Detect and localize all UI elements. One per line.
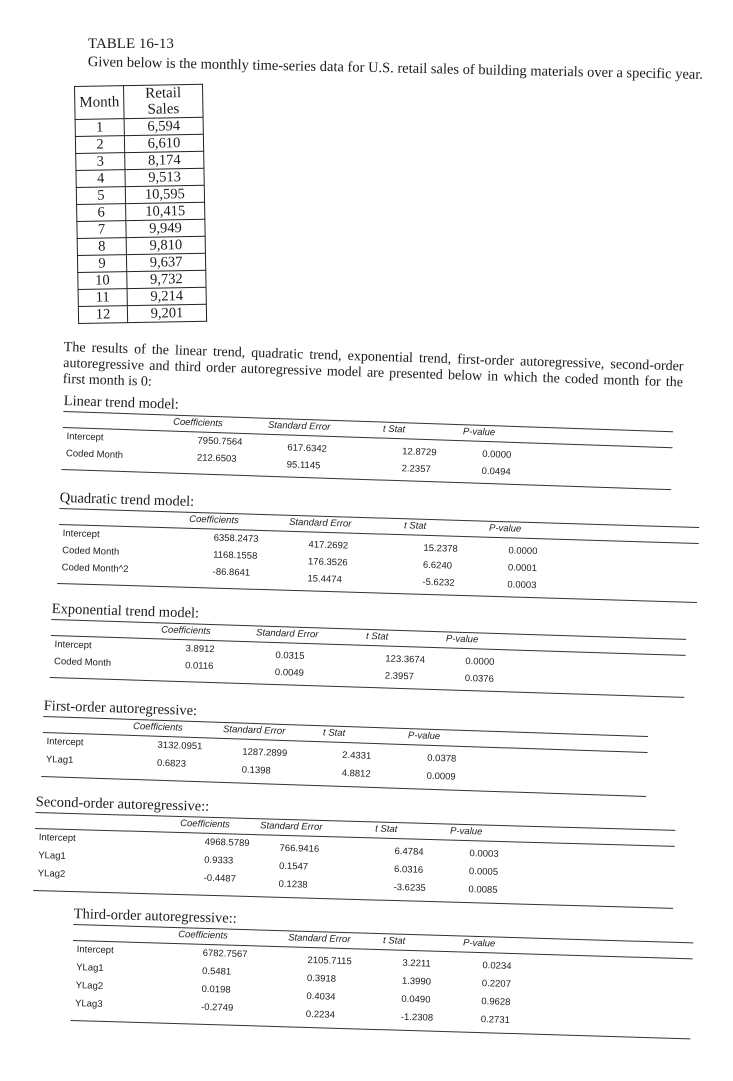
standard-error-value: 2105.7115 — [307, 954, 352, 968]
table-rule — [61, 469, 671, 490]
t-stat-value: -1.2308 — [400, 1011, 434, 1024]
coefficients-value: 0.0198 — [201, 983, 231, 996]
p-value-value: 0.0000 — [482, 448, 512, 461]
standard-error-value: 95.1145 — [286, 459, 321, 472]
month-cell: 2 — [75, 136, 124, 154]
sales-cell: 9,201 — [127, 304, 206, 322]
standard-error-value: 417.2692 — [308, 539, 349, 552]
column-header-coefficients: Coefficients — [180, 818, 231, 831]
column-header-p-value: P-value — [449, 825, 483, 838]
t-stat-value: 6.6240 — [422, 559, 453, 572]
model-title: Second-order autoregressive:: — [35, 794, 210, 815]
p-value-value: 0.0009 — [426, 770, 456, 783]
coefficients-value: 1168.1558 — [212, 549, 258, 562]
t-stat-value: 2.3957 — [384, 670, 415, 683]
coefficients-value: -0.4487 — [203, 872, 237, 885]
row-label: YLag1 — [38, 850, 66, 862]
p-value-value: 0.0494 — [481, 465, 511, 478]
coefficients-value: 3132.0951 — [157, 739, 203, 753]
table-rule — [33, 890, 673, 909]
model-title: Third-order autoregressive:: — [73, 906, 237, 927]
sales-cell: 9,732 — [127, 270, 206, 288]
column-header-standard-error: Standard Error — [260, 820, 323, 834]
coefficients-value: 212.6503 — [196, 452, 237, 465]
coefficients-value: 0.9333 — [204, 854, 234, 867]
t-stat-value: 15.2378 — [423, 542, 458, 555]
row-label: YLag1 — [76, 962, 104, 974]
standard-error-value: 0.1398 — [241, 764, 271, 777]
column-header-standard-error: Standard Error — [288, 516, 352, 530]
sales-cell: 9,513 — [125, 168, 204, 186]
sales-cell: 10,415 — [126, 202, 205, 220]
month-cell: 7 — [77, 221, 126, 239]
column-header-standard-error: Standard Error — [267, 419, 331, 433]
p-value-value: 0.0378 — [427, 752, 457, 765]
t-stat-value: 2.4331 — [342, 749, 372, 762]
table-rule — [63, 411, 673, 432]
t-stat-value: 0.0490 — [401, 993, 431, 1006]
month-cell: 4 — [76, 170, 125, 188]
t-stat-value: -5.6232 — [422, 576, 455, 589]
column-header-t-stat: t Stat — [403, 520, 427, 532]
row-label: YLag3 — [74, 998, 103, 1010]
model-title: Linear trend model: — [63, 393, 180, 413]
coefficients-value: 6358.2473 — [213, 532, 259, 545]
standard-error-value: 0.4034 — [306, 990, 336, 1003]
t-stat-value: 12.8729 — [402, 446, 437, 459]
p-value-value: 0.2207 — [481, 978, 512, 990]
retail-sales-table — [74, 84, 207, 324]
standard-error-value: 0.1238 — [278, 878, 308, 891]
month-cell: 3 — [76, 153, 125, 171]
p-value-value: 0.0003 — [469, 848, 499, 860]
model-title: Exponential trend model: — [51, 601, 200, 622]
column-header-coefficients: Coefficients — [178, 929, 228, 942]
standard-error-value: 0.2234 — [305, 1008, 336, 1021]
model-title: First-order autoregressive: — [43, 698, 198, 720]
coefficients-value: -0.2749 — [200, 1001, 234, 1014]
p-value-value: 0.2731 — [480, 1014, 511, 1026]
sales-cell: 9,637 — [126, 253, 205, 271]
p-value-value: 0.0000 — [508, 545, 538, 558]
column-header-coefficients: Coefficients — [189, 513, 239, 527]
table-header-row — [75, 84, 204, 119]
exponential-trend-block — [51, 601, 707, 685]
column-header-p-value: P-value — [462, 937, 496, 950]
p-value-value: 0.9628 — [481, 996, 511, 1008]
p-value-value: 0.0376 — [464, 673, 494, 685]
sales-cell: 6,610 — [124, 134, 203, 152]
row-label: Coded Month — [65, 448, 124, 461]
column-header-standard-error: Standard Error — [255, 627, 319, 641]
column-header-p-value: P-value — [407, 730, 441, 743]
standard-error-value: 766.9416 — [279, 842, 320, 855]
standard-error-value: 176.3526 — [307, 556, 348, 569]
t-stat-value: 6.0316 — [393, 864, 424, 876]
month-cell: 5 — [76, 187, 125, 205]
month-cell: 6 — [77, 204, 126, 222]
table-rule — [59, 508, 699, 528]
p-value-value: 0.0003 — [507, 579, 537, 592]
standard-error-value: 0.0315 — [275, 650, 305, 662]
month-cell: 12 — [78, 306, 127, 324]
row-label: Coded Month — [53, 656, 112, 669]
row-label: Intercept — [62, 528, 100, 541]
standard-error-value: 617.6342 — [287, 442, 328, 455]
p-value-value: 0.0000 — [465, 656, 495, 668]
first-order-ar-block — [43, 698, 669, 783]
coefficients-value: 0.6823 — [156, 757, 187, 770]
table-rule — [57, 583, 697, 603]
month-cell: 8 — [77, 238, 126, 256]
month-cell: 1 — [75, 119, 124, 137]
p-value-value: 0.0085 — [468, 884, 498, 896]
table-rule — [41, 776, 646, 797]
standard-error-value: 0.1547 — [278, 860, 309, 873]
coefficients-value: 0.0116 — [184, 660, 214, 673]
third-order-ar-block — [73, 906, 714, 1026]
t-stat-value: 6.4784 — [394, 846, 424, 858]
table-title: TABLE 16-13 — [88, 36, 174, 52]
sales-cell: 6,594 — [124, 117, 203, 135]
intro-text: Given below is the monthly time-series data for U.S. retail sales of building materials over a specific year. — [87, 54, 704, 83]
p-value-value: 0.0001 — [507, 562, 538, 575]
standard-error-value: 0.0049 — [274, 667, 305, 679]
column-header-month: Month — [75, 86, 125, 120]
month-cell: 11 — [78, 289, 127, 307]
row-label: Intercept — [66, 431, 104, 444]
column-header-p-value: P-value — [445, 633, 479, 646]
column-header-t-stat: t Stat — [365, 630, 389, 643]
table-row — [78, 304, 206, 323]
row-label: Intercept — [54, 639, 92, 652]
month-cell: 10 — [78, 272, 127, 290]
column-header-p-value: P-value — [488, 522, 522, 535]
row-label: Intercept — [76, 944, 114, 957]
column-header-t-stat: t Stat — [375, 823, 398, 836]
sales-cell: 10,595 — [125, 185, 204, 203]
table-rule — [59, 524, 699, 544]
t-stat-value: -3.6235 — [393, 882, 426, 894]
table-rule — [71, 1020, 691, 1039]
coefficients-value: 7950.7564 — [197, 435, 243, 448]
table-rule — [63, 427, 673, 448]
column-header-p-value: P-value — [462, 426, 496, 439]
coefficients-value: 4968.5789 — [204, 836, 250, 849]
column-header-t-stat: t Stat — [382, 935, 406, 947]
column-header-standard-error: Standard Error — [222, 723, 286, 738]
p-value-value: 0.0234 — [482, 960, 512, 973]
coefficients-value: 3.8912 — [185, 643, 215, 656]
sales-cell: 8,174 — [125, 151, 204, 169]
coefficients-value: 6782.7567 — [202, 947, 248, 961]
standard-error-value: 1287.2899 — [242, 746, 288, 760]
row-label: Intercept — [46, 736, 84, 749]
row-label: Intercept — [38, 832, 76, 845]
t-stat-value: 4.8812 — [341, 767, 371, 780]
t-stat-value: 2.2357 — [401, 463, 431, 476]
column-header-coefficients: Coefficients — [172, 416, 223, 430]
sales-cell: 9,214 — [127, 287, 206, 305]
column-header-t-stat: t Stat — [382, 423, 406, 436]
second-order-ar-block — [35, 794, 696, 896]
row-label: YLag1 — [45, 754, 74, 767]
standard-error-value: 0.3918 — [306, 972, 337, 985]
column-header-coefficients: Coefficients — [132, 720, 183, 734]
row-label: Coded Month^2 — [61, 562, 129, 576]
column-header-standard-error: Standard Error — [287, 932, 351, 946]
t-stat-value: 1.3990 — [401, 975, 432, 988]
sales-cell: 9,810 — [126, 236, 205, 254]
month-cell: 9 — [77, 255, 126, 273]
column-header-coefficients: Coefficients — [160, 624, 211, 637]
p-value-value: 0.0005 — [468, 866, 499, 878]
table-rule — [50, 677, 685, 698]
model-title: Quadratic trend model: — [59, 490, 195, 510]
t-stat-value: 3.2211 — [402, 957, 431, 970]
column-header-retail-sales: Retail Sales — [124, 84, 204, 118]
coefficients-value: 0.5481 — [201, 965, 232, 978]
sales-cell: 9,949 — [126, 219, 205, 237]
coefficients-value: -86.8641 — [212, 566, 251, 579]
t-stat-value: 123.3674 — [385, 653, 426, 666]
results-text: The results of the linear trend, quadratic trend, exponential trend, first-order autoregressive, second-order autoregressive and third order autoregressive model are presented below in which the coded month for the first month is 0: — [62, 340, 684, 391]
quadratic-trend-block — [59, 490, 720, 592]
column-header-t-stat: t Stat — [322, 727, 346, 740]
standard-error-value: 15.4474 — [307, 573, 342, 586]
row-label: YLag2 — [37, 868, 66, 880]
row-label: YLag2 — [75, 980, 104, 992]
row-label: Coded Month — [62, 545, 120, 558]
